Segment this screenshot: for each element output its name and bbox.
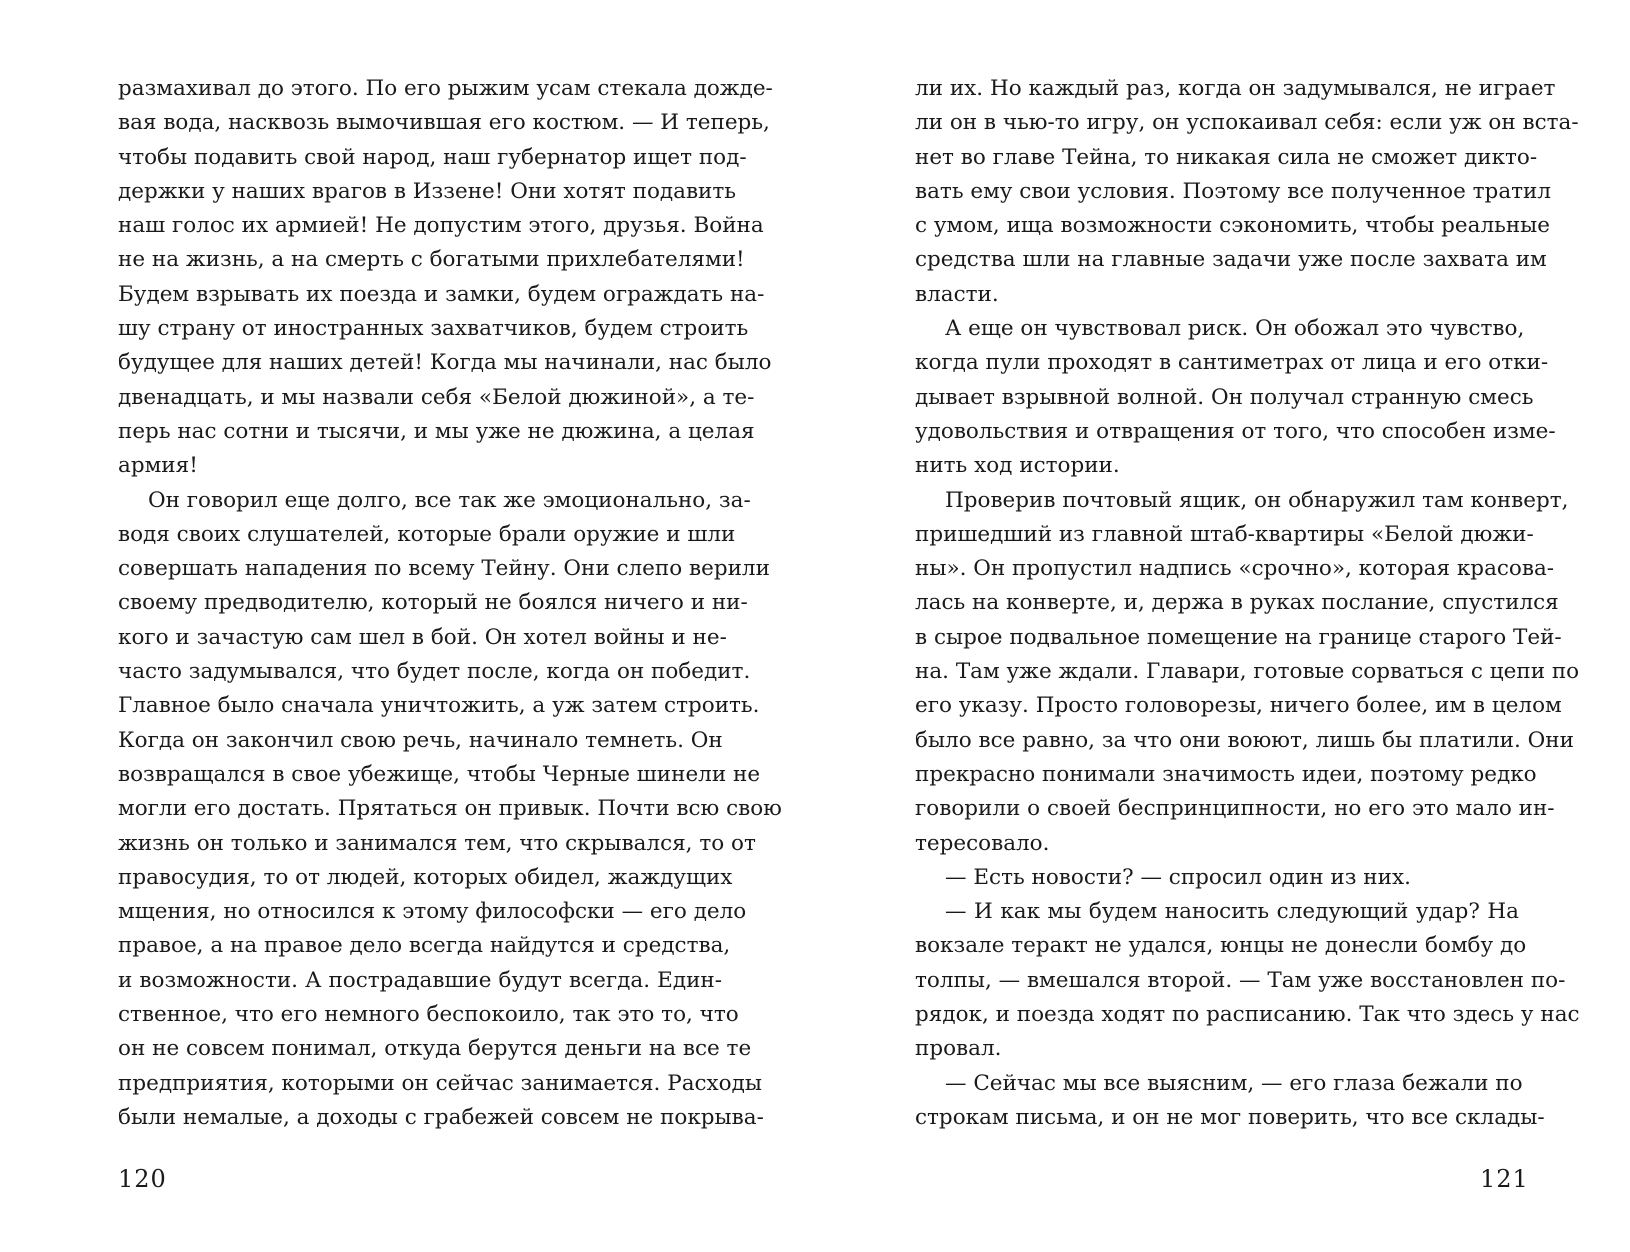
text-line: Главное было сначала уничтожить, а уж затем строить. xyxy=(118,693,760,719)
text-line: размахивал до этого. По его рыжим усам стекала дожде- xyxy=(118,76,773,101)
text-line: прекрасно понимали значимость идеи, поэтому редко xyxy=(915,761,1537,787)
text-line: ли их. Но каждый раз, когда он задумывался, не играет xyxy=(915,76,1556,101)
left-page-number: 120 xyxy=(118,1165,167,1193)
text-line: перь нас сотни и тысячи, и мы уже не дюжина, а целая xyxy=(118,418,755,444)
text-line: нет во главе Тейна, то никакая сила не сможет дикто- xyxy=(915,144,1538,170)
text-line: возвращался в свое убежище, чтобы Черные шинели не xyxy=(118,761,761,787)
text-line: предприятия, которыми он сейчас занимается. Расходы xyxy=(118,1070,762,1096)
text-line: он не совсем понимал, откуда берутся деньги на все те xyxy=(118,1036,752,1062)
text-line: жизнь он только и занимался тем, что скрывался, то от xyxy=(118,830,756,856)
text-line: Проверив почтовый ящик, он обнаружил там конверт, xyxy=(945,487,1569,513)
text-line: — Есть новости? — спросил один из них. xyxy=(945,864,1411,890)
text-line: его указу. Просто головорезы, ничего более, им в целом xyxy=(915,693,1562,719)
text-line: чтобы подавить свой народ, наш губернатор ищет под- xyxy=(118,144,747,170)
text-line: рядок, и поезда ходят по расписанию. Так что здесь у нас xyxy=(915,1002,1580,1028)
text-line: Будем взрывать их поезда и замки, будем ограждать на- xyxy=(118,281,765,307)
right-page-text xyxy=(915,72,1580,1135)
text-line: будущее для наших детей! Когда мы начинали, нас было xyxy=(118,350,772,376)
text-line: тересовало. xyxy=(915,830,1050,856)
text-line: армия! xyxy=(118,453,198,479)
text-line: лась на конверте, и, держа в руках послание, спустился xyxy=(915,590,1559,616)
text-line: кого и зачастую сам шел в бой. Он хотел войны и не- xyxy=(118,624,727,650)
text-line: нить ход истории. xyxy=(915,453,1120,479)
text-line: и возможности. А пострадавшие будут всегда. Един- xyxy=(118,967,722,993)
text-line: держки у наших врагов в Иззене! Они хотят подавить xyxy=(118,178,736,204)
text-line: средства шли на главные задачи уже после захвата им xyxy=(915,247,1547,273)
text-line: могли его достать. Прятаться он привык. Почти всю свою xyxy=(118,796,782,822)
text-line: часто задумывался, что будет после, когда он победит. xyxy=(118,659,751,685)
right-page xyxy=(815,0,1630,1252)
text-line: пришедший из главной штаб-квартиры «Белой дюжи- xyxy=(915,521,1534,547)
text-line: говорили о своей беспринципности, но его это мало ин- xyxy=(915,796,1555,822)
right-page-number: 121 xyxy=(1480,1165,1529,1193)
text-line: было все равно, за что они воюют, лишь бы платили. Они xyxy=(915,727,1574,753)
text-line: ны». Он пропустил надпись «срочно», которая красова- xyxy=(915,556,1555,582)
text-line: с умом, ища возможности сэкономить, чтобы реальные xyxy=(915,213,1550,239)
text-line: — И как мы будем наносить следующий удар? На xyxy=(945,899,1519,925)
text-line: шу страну от иностранных захватчиков, будем строить xyxy=(118,316,749,342)
text-line: мщения, но относился к этому философски — его дело xyxy=(118,899,747,925)
text-line: не на жизнь, а на смерть с богатыми прихлебателями! xyxy=(118,247,745,273)
text-line: удовольствия и отвращения от того, что способен изме- xyxy=(915,418,1556,444)
text-line: провал. xyxy=(915,1036,1002,1062)
text-line: власти. xyxy=(915,281,999,307)
text-line: толпы, — вмешался второй. — Там уже восстановлен по- xyxy=(915,967,1566,993)
text-line: Когда он закончил свою речь, начинало темнеть. Он xyxy=(118,727,723,753)
text-line: водя своих слушателей, которые брали оружие и шли xyxy=(118,521,736,547)
text-line: строкам письма, и он не мог поверить, что все склады- xyxy=(915,1104,1545,1130)
text-line: Он говорил еще долго, все так же эмоционально, за- xyxy=(148,487,751,513)
text-line: А еще он чувствовал риск. Он обожал это чувство, xyxy=(945,316,1525,342)
text-line: двенадцать, и мы назвали себя «Белой дюжиной», а те- xyxy=(118,384,755,410)
text-line: вая вода, насквозь вымочившая его костюм. — И теперь, xyxy=(118,110,770,136)
text-line: правосудия, то от людей, которых обидел, жаждущих xyxy=(118,864,733,890)
text-line: на. Там уже ждали. Главари, готовые сорваться с цепи по xyxy=(915,659,1580,685)
text-line: правое, а на правое дело всегда найдутся и средства, xyxy=(118,933,731,959)
text-line: вокзале теракт не удался, юнцы не донесли бомбу до xyxy=(915,933,1527,959)
left-page-text xyxy=(118,72,782,1135)
text-line: ли он в чью-то игру, он успокаивал себя: если уж он вста- xyxy=(915,110,1579,136)
text-line: вать ему свои условия. Поэтому все полученное тратил xyxy=(915,178,1552,204)
text-line: когда пули проходят в сантиметрах от лица и его отки- xyxy=(915,350,1549,376)
text-line: в сырое подвальное помещение на границе старого Тей- xyxy=(915,624,1562,650)
text-line: совершать нападения по всему Тейну. Они слепо верили xyxy=(118,556,770,582)
text-line: своему предводителю, который не боялся ничего и ни- xyxy=(118,590,748,616)
text-line: дывает взрывной волной. Он получал странную смесь xyxy=(915,384,1534,410)
text-line: ственное, что его немного беспокоило, так это то, что xyxy=(118,1002,739,1028)
text-line: были немалые, а доходы с грабежей совсем не покрыва- xyxy=(118,1104,764,1130)
text-line: наш голос их армией! Не допустим этого, друзья. Война xyxy=(118,213,764,239)
text-line: — Сейчас мы все выясним, — его глаза бежали по xyxy=(945,1070,1523,1096)
